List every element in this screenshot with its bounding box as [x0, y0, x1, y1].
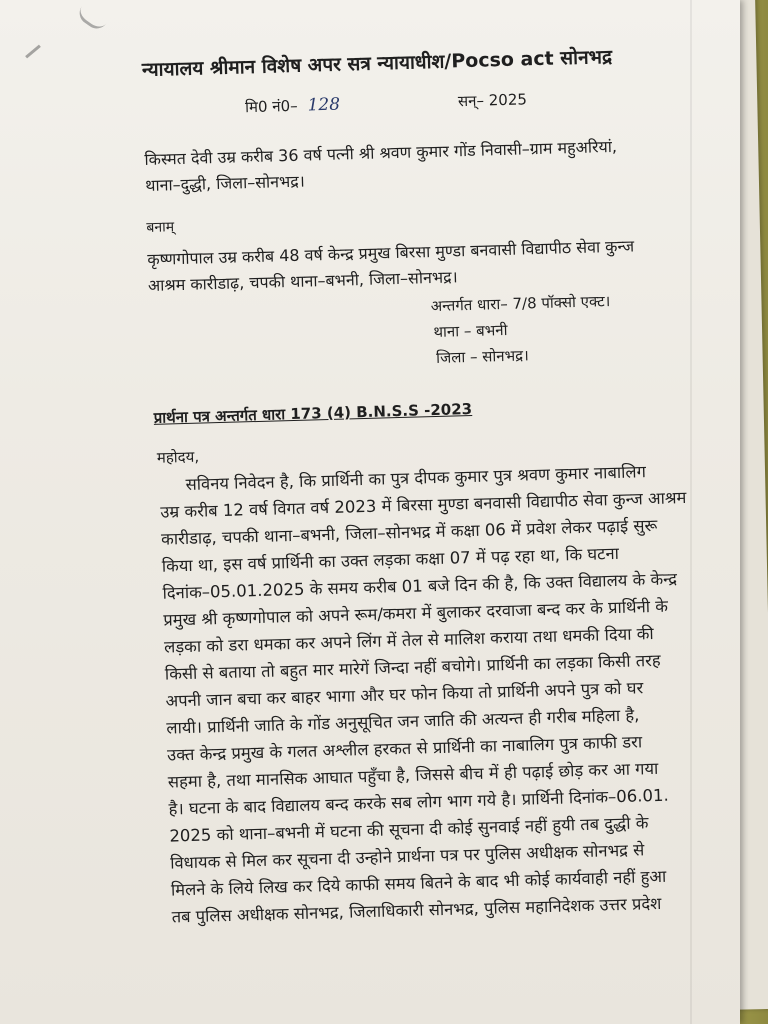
body-line-3: कारीडाढ़, चपकी थाना–बभनी, जिला–सोनभद्र में कक्षा 06 में प्रवेश लेकर पढ़ाई सुरू: [160, 515, 658, 549]
body-line-9: अपनी जान बचा कर बाहर भागा और घर फोन किया तो प्रार्थिनी अपने पुत्र को घर: [165, 678, 644, 711]
body-line-5: दिनांक–05.01.2025 के समय करीब 01 बजे दिन की है, कि उक्त विद्यालय के केन्द्र: [162, 569, 678, 603]
petitioner-line-2: थाना–दुद्धी, जिला–सोनभद्र।: [144, 171, 306, 196]
body-line-11: उक्त केन्द्र प्रमुख के गलत अश्लील हरकत से प्रार्थिनी का नाबालिग पुत्र काफी डरा: [166, 732, 643, 765]
body-line-6: प्रमुख श्री कृष्णगोपाल को अपने रूम/कमरा में बुलाकर दरवाजा बन्द कर के प्रार्थिनी के: [163, 596, 669, 630]
body-line-13: है। घटना के बाद विद्यालय बन्द करके सब लोग भाग गये है। प्रार्थिनी दिनांक–06.01.: [168, 785, 669, 819]
body-line-16: मिलने के लिये लिख कर दिये काफी समय बितने के बाद भी कोई कार्यवाही नहीं हुआ: [170, 866, 667, 900]
versus-label: बनाम्: [146, 219, 175, 236]
body-line-2: उम्र करीब 12 वर्ष विगत वर्ष 2023 में बिरसा मुण्डा बनवासी विद्यापीठ सेवा कुन्ज आश्रम: [160, 488, 687, 522]
police-station: थाना – बभनी: [433, 320, 508, 342]
legal-section: अन्तर्गत धारा– 7/8 पॉक्सो एक्ट।: [430, 292, 611, 316]
body-line-17: तब पुलिस अधीक्षक सोनभद्र, जिलाधिकारी सोनभद्र, पुलिस महानिदेशक उत्तर प्रदेश: [171, 893, 662, 927]
body-line-8: किसी से बताया तो बहुत मार मारेगें जिन्दा नहीं बचोगे। प्रार्थिनी का लड़का किसी तरह: [164, 650, 661, 684]
respondent-line-1: कृष्णगोपाल उम्र करीब 48 वर्ष केन्द्र प्रमुख बिरसा मुण्डा बनवासी विद्यापीठ सेवा कुन्ज: [147, 236, 635, 269]
misc-label: मि0 नं0–: [244, 96, 298, 117]
body-line-1: सविनय निवेदन है, कि प्रार्थिनी का पुत्र दीपक कुमार पुत्र श्रवण कुमार नाबालिग: [185, 462, 647, 495]
salutation: महोदय,: [156, 447, 200, 467]
body-line-4: किया था, इस वर्ष प्रार्थिनी का उक्त लड़का कक्षा 07 में पढ़ रहा था, कि घटना: [161, 543, 620, 576]
court-heading: न्यायालय श्रीमान विशेष अपर सत्र न्यायाधीश/Pocso act सोनभद्र: [141, 45, 613, 82]
application-subject: प्रार्थना पत्र अन्तर्गत धारा 173 (4) B.N.S.S -2023: [153, 399, 473, 427]
district: जिला – सोनभद्र।: [435, 346, 530, 367]
petitioner-line-1: किस्मत देवी उम्र करीब 36 वर्ष पत्नी श्री श्रवण कुमार गोंड निवासी–ग्राम महुअरियां,: [144, 136, 618, 170]
handwritten-case-number: 128: [307, 94, 341, 116]
body-line-14: 2025 को थाना–बभनी में घटना की सूचना दी कोई सुनवाई नहीं हुयी तब दुद्धी के: [169, 813, 649, 846]
respondent-line-2: आश्रम कारीडाढ़, चपकी थाना–बभनी, जिला–सोनभद्र।: [147, 267, 458, 295]
body-line-7: लड़का को डरा धमका कर अपने लिंग में तेल से मालिश कराया तथा धमकी दिया की: [163, 624, 654, 657]
body-line-10: लायी। प्रार्थिनी जाति के गोंड अनुसूचित जन जाति की अत्यन्त ही गरीब महिला है,: [166, 705, 640, 738]
body-line-12: सहमा है, तथा मानसिक आघात पहुँचा है, जिससे बीच में ही पढ़ाई छोड़ कर आ गया: [167, 758, 659, 792]
case-year: सन्– 2025: [457, 90, 528, 111]
body-line-15: विधायक से मिल कर सूचना दी उन्होने प्रार्थना पत्र पर पुलिस अधीक्षक सोनभद्र से: [169, 840, 645, 873]
misc-case-number: [245, 95, 341, 119]
